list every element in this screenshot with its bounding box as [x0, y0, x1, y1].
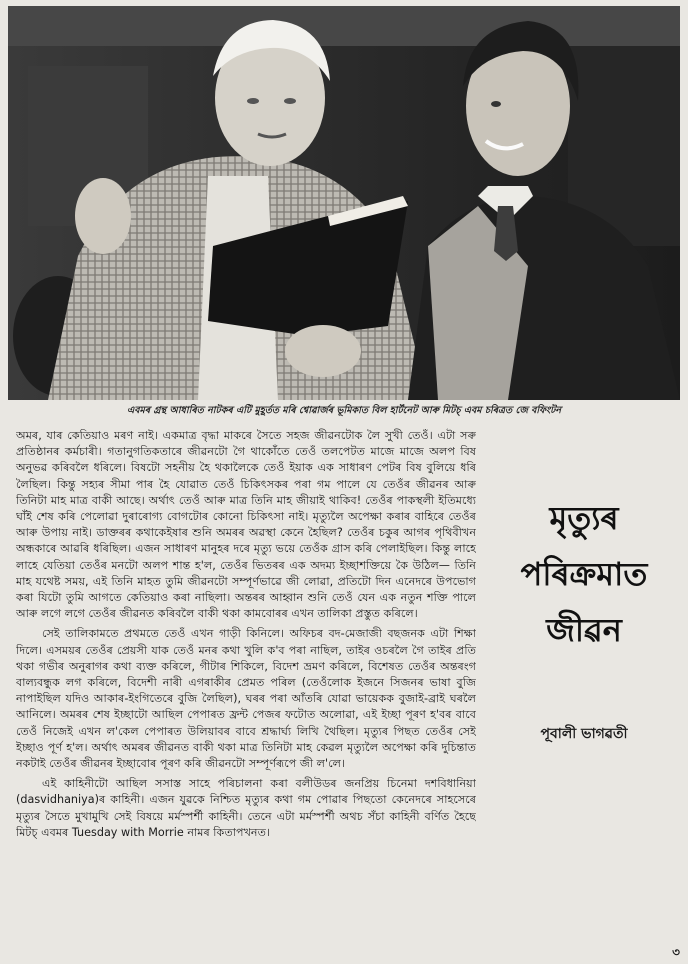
article-title-line-1: মৃত্যুৰ	[549, 499, 619, 537]
article-paragraph-1: অমৰ, যাৰ কেতিয়াও মৰণ নাই। একমাত্ৰ বৃদ্ধা মাকৰে সৈতে সহজ জীৱনটোক লৈ সুখী তেওঁ। এটা সৰু প্ৰতিষ্ঠানৰ কৰ্মচাৰী। গতানুগতিকতাৰে জীৱনটো গৈ থাকোঁতে তেওঁ তলপেটত মাজে মাজে অলপ বিষ অনুভৱ কৰিবলৈ ধৰিলে। বিষটো সহনীয় হৈ থকালৈকে তেওঁ ইয়াক এক সাধাৰণ পেটৰ বিষ বুলিয়ে ধৰি লৈছিল। কিন্তু সহ্যৰ সীমা পাৰ হৈ যোৱাত তেওঁ চিকিৎসকৰ পৰা গম পালে যে তেওঁৰ জীৱনৰ আৰু তিনিটা মাহ মাত্ৰ বাকী আছে। অৰ্থাৎ তেওঁ আৰু মাত্ৰ তিনি মাহ জীয়াই থাকিব! তেওঁৰ পাকস্থলী ইতিমধ্যে ঘাঁই শেষ কৰি পেলোৱা দুৰাৰোগ্য বোগটোৰ কোনো চিকিৎসা নাই। মৃত্যুলৈ অপেক্ষা কৰাৰ বাহিৰে তেওঁৰ আৰু উপায় নাই। ডাক্তৰৰ কথাকেইষাৰ শুনি অমৰৰ অৱস্থা কেনে হৈছিল? তেওঁৰ চকুৰ আগৰ পৃথিবীখন অন্ধকাৰে আৱৰি ধৰিছিল। এজন সাধাৰণ মানুহৰ দৰে মৃত্যু ভয়ে তেওঁক গ্ৰাস কৰি পেলাইছিল। কিন্তু লাহে লাহে যেতিয়া তেওঁৰ মনটো অলপ শান্ত হ'ল, তেওঁৰ ভিতৰৰ এক অদম্য ইচ্ছাশক্তিয়ে কৈ উঠিল— তিনি মাহ যথেষ্ট সময়, এই তিনি মাহত তুমি জীৱনটো সম্পূৰ্ণভাৱে জী লোৱা, প্ৰতিটো দিন এনেদৰে উপভোগ কৰা যিটো তুমি আগতে কেতিয়াও কৰা নাছিলা। অন্তৰৰ আহ্বান শুনি তেওঁ যেন এক নতুন শক্তি পালে আৰু লগে লগে তেওঁৰ জীৱনত কৰিবলৈ বাকী থকা কামবোৰৰ এখন তালিকা প্ৰস্তুত কৰিলে।	[16, 429, 476, 621]
article-author: পূবালী ভাগৱতী	[540, 726, 628, 742]
article-paragraph-3: এই কাহিনীটো আছিল সসাস্ত সাহে পৰিচালনা কৰা বলীউডৰ জনপ্ৰিয় চিনেমা দশবিধানিয়া (dasvidhaniya)ৰ কাহিনী। এজন যুৱকে নিশ্চিত মৃত্যুৰ কথা গম পোৱাৰ পিছতো কেনেদৰে সাহসেৰে মৃত্যুৰ সৈতে মুখামুখি সেই বিষয়ে মৰ্মস্পৰ্শী কাহিনী। তেনে এটা মৰ্মস্পৰ্শী অথচ সঁচা কাহিনী বৰ্ণিত হৈছে মিটচ্ এবমৰ Tuesday with Morrie নামৰ কিতাপখনত।	[16, 777, 476, 839]
article-title	[488, 490, 680, 658]
article-photo	[8, 6, 680, 400]
article-paragraph-2: সেই তালিকামতে প্ৰথমতে তেওঁ এখন গাড়ী কিনিলে। অফিচৰ বদ-মেজাজী বছজনক এটা শিক্ষা দিলে। এসময়ৰ তেওঁৰ প্ৰেয়সী যাক তেওঁ মনৰ কথা খুলি ক'ব পৰা নাছিল, তাইৰ ওচৰলৈ গৈ তাইৰ প্ৰতি থকা গভীৰ অনুৰাগৰ কথা ব্যক্ত কৰিলে, গীটাৰ শিকিলে, বিদেশ ভ্ৰমণ কৰিলে, বিশেষত তেওঁৰ অন্তৰংগ বাল্যবন্ধুক লগ কৰিলে, বিদেশী নাৰী এগৰাকীৰ প্ৰেমত পৰিল (তেওঁলোক ইজনে সিজনৰ ভাষা বুজি নাপাইছিল যদিও আকাৰ-ইংগিতেৰে বুজি লৈছিল), ঘৰৰ পৰা আঁতৰি যোৱা ভায়েকক বুজাই-ব্ৰাই ঘৰলৈ আনিলে। অমৰৰ শেষ ইচ্ছাটো আছিল পেপাৰত ফ্ৰন্ট পেজৰ ফটোত অলোৱা, এই ইচ্ছা পূৰণ হ'বৰ বাবে তেওঁ নিজেই এখন ল'কেল পেপাৰত উলিয়াবৰ বাবে শ্ৰদ্ধাৰ্ঘ্য লিখি থৈছিল। মৃত্যুৰ পিছত তেওঁৰ সেই ইচ্ছাও পূৰ্ণ হ'ল। অৰ্থাৎ অমৰৰ জীৱনত বাকী থকা মাত্ৰ তিনিটা মাহ কেৱল মৃত্যুলৈ অপেক্ষা কৰি দুচিন্তাত নকটাই তেওঁৰ জীৱনৰ ইচ্ছাবোৰ পূৰণ কৰি জীৱনটো সম্পূৰ্ণৰূপে জী ল'লে।	[16, 627, 476, 771]
photo-illustration	[8, 6, 680, 400]
photo-caption: এবমৰ গ্ৰন্থ আধাৰিত নাটকৰ এটি মুহূৰ্তত মৰি শ্বোৱাৰ্জৰ ভূমিকাত বিল হাৰ্টনেট আৰু মিটচ্ এবম চৰিত্ৰত জে বফিংটন	[126, 405, 562, 416]
page-number: ৩	[672, 945, 680, 959]
article-body	[16, 428, 476, 953]
article-title-line-3: জীৱন	[546, 611, 622, 649]
article-title-line-2: পৰিক্ৰমাত	[520, 555, 648, 593]
